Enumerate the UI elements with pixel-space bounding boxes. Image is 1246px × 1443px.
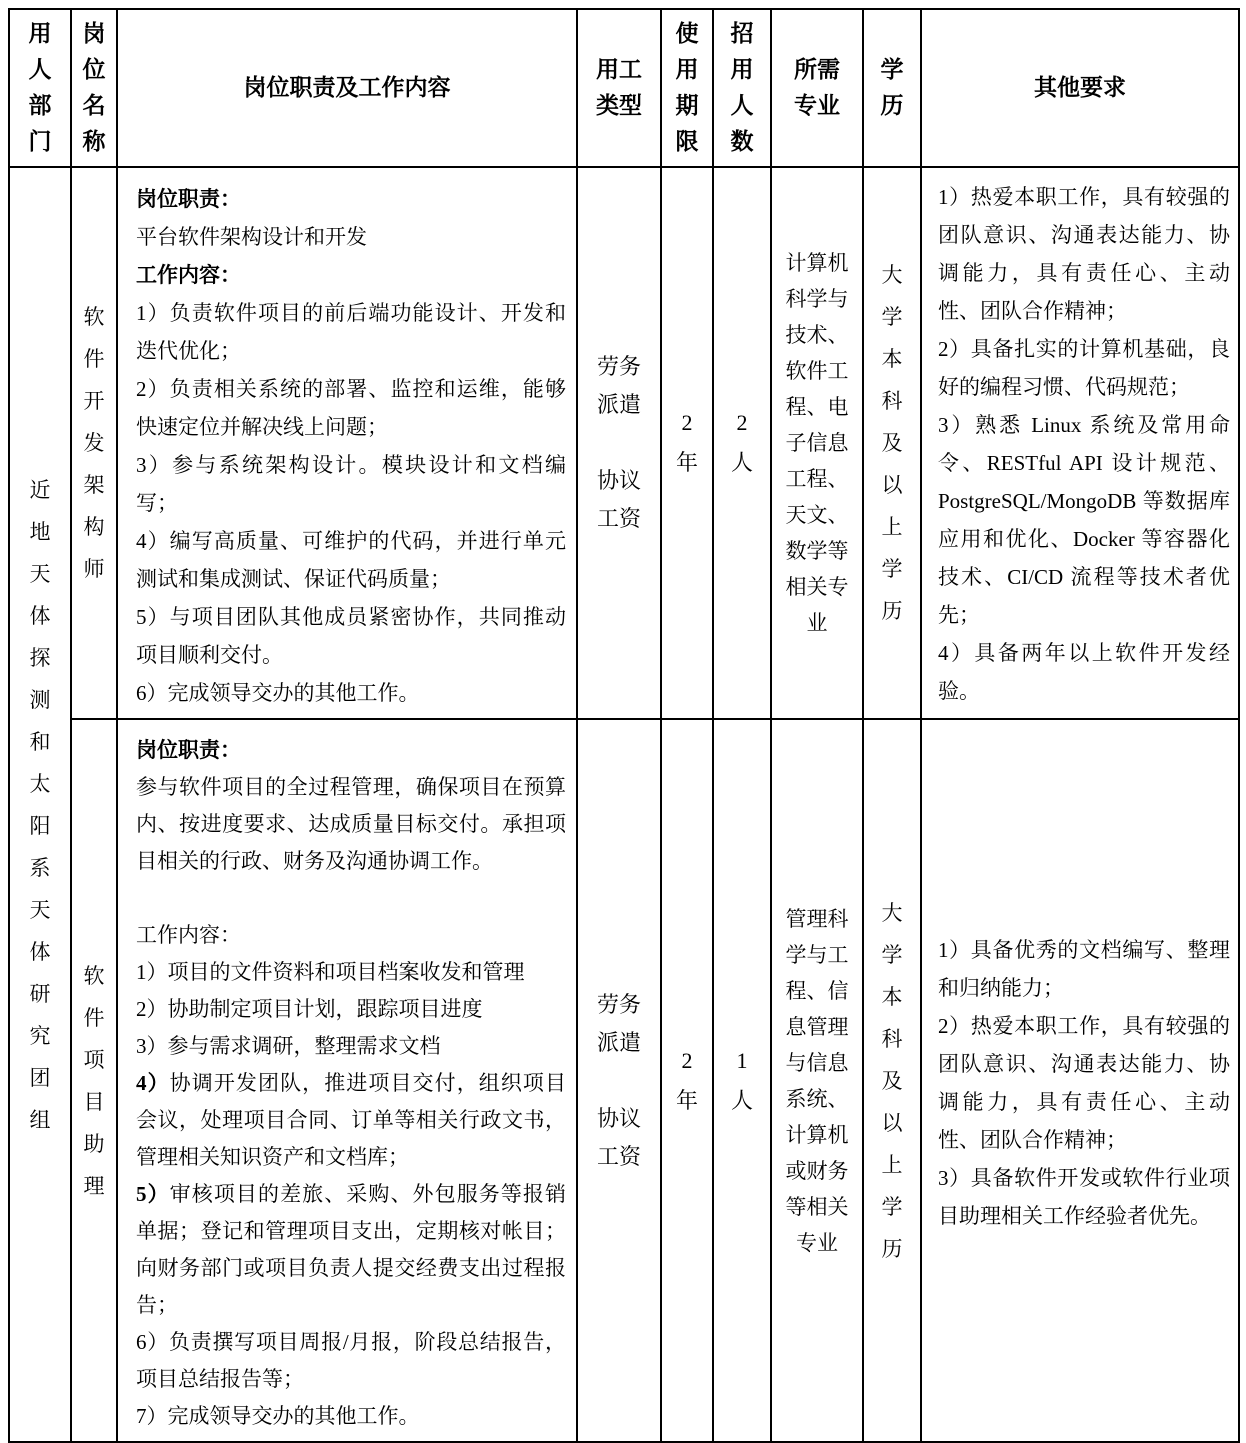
row1-duration-cell <box>661 167 713 719</box>
header-duties-label: 岗位职责及工作内容 <box>243 75 451 100</box>
header-degree-label: 学历 <box>880 57 904 118</box>
header-department-label: 用人部门 <box>28 21 52 154</box>
row1-degree-text: 大学本科及以上学历 <box>881 263 903 623</box>
header-headcount <box>713 9 771 167</box>
header-department <box>9 9 71 167</box>
department-cell <box>9 167 71 1442</box>
header-employment-type <box>577 9 661 167</box>
row1-duration-text: 2年 <box>675 410 698 475</box>
row2-employment-type-text: 劳务派遣 协议工资 <box>596 991 641 1169</box>
department-text: 近地天体探测和太阳系天体研究团组 <box>29 477 51 1132</box>
header-other-requirements-label: 其他要求 <box>1034 75 1126 100</box>
header-major <box>771 9 863 167</box>
row2-requirements-cell: 1）具备优秀的文档编写、整理和归纳能力； 2）热爱本职工作，具有较强的团队意识、沟通表达能力、协调能力，具有责任心、主动性、团队合作精神； 3）具备软件开发或软件行业项目助理相关工作经验者优先。 <box>921 719 1239 1442</box>
row1-degree-cell <box>863 167 921 719</box>
row-architect <box>9 167 1239 719</box>
row2-employment-type-cell <box>577 719 661 1442</box>
row1-headcount-cell <box>713 167 771 719</box>
header-duties <box>117 9 577 167</box>
header-headcount-label: 招用人数 <box>730 21 754 154</box>
row1-requirements-cell: 1）热爱本职工作，具有较强的团队意识、沟通表达能力、协调能力，具有责任心、主动性、团队合作精神； 2）具备扎实的计算机基础，良好的编程习惯、代码规范； 3）熟悉 Linux 系统及常用命令、RESTful API 设计规范、PostgreSQL/MongoDB 等数据库应用和优化、Docker 等容器化技术、CI/CD 流程等技术者优先； 4）具备两年以上软件开发经验。 <box>921 167 1239 719</box>
row1-headcount-text: 2人 <box>730 410 753 475</box>
header-row <box>9 9 1239 167</box>
header-employment-type-label: 用工类型 <box>595 57 642 118</box>
header-major-label: 所需专业 <box>793 57 840 118</box>
row2-degree-text: 大学本科及以上学历 <box>881 900 903 1261</box>
header-duration-label: 使用期限 <box>675 21 699 154</box>
row2-duration-text: 2年 <box>675 1047 698 1113</box>
row1-employment-type-text: 劳务派遣 协议工资 <box>596 354 641 531</box>
row1-major-text: 计算机科学与技术、软件工程、电子信息工程、天文、数学等相关专业 <box>785 251 849 635</box>
recruitment-table <box>8 8 1240 1443</box>
header-position-label: 岗位名称 <box>82 21 106 154</box>
row2-degree-cell <box>863 719 921 1442</box>
row-project-assistant <box>9 719 1239 1442</box>
header-duration <box>661 9 713 167</box>
header-position <box>71 9 117 167</box>
row1-major-cell <box>771 167 863 719</box>
row2-position-cell <box>71 719 117 1442</box>
row1-position-cell <box>71 167 117 719</box>
row1-employment-type-cell <box>577 167 661 719</box>
row1-duties-cell: 岗位职责： 平台软件架构设计和开发 工作内容： 1）负责软件项目的前后端功能设计、开发和迭代优化； 2）负责相关系统的部署、监控和运维，能够快速定位并解决线上问题； 3）参与系统架构设计。模块设计和文档编写； 4）编写高质量、可维护的代码，并进行单元测试和集成测试、保证代码质量； 5）与项目团队其他成员紧密协作，共同推动项目顺利交付。 6）完成领导交办的其他工作。 <box>117 167 577 719</box>
row2-major-text: 管理科学与工程、信息管理与信息系统、计算机或财务等相关专业 <box>785 906 849 1255</box>
header-degree <box>863 9 921 167</box>
row2-position-text: 软件项目助理 <box>83 963 105 1198</box>
row2-duration-cell <box>661 719 713 1442</box>
row2-duties-cell: 岗位职责： 参与软件项目的全过程管理，确保项目在预算内、按进度要求、达成质量目标交付。承担项目相关的行政、财务及沟通协调工作。 工作内容： 1）项目的文件资料和项目档案收发和管理 2）协助制定项目计划，跟踪项目进度 3）参与需求调研，整理需求文档 4）协调开发团队，推进项目交付，组织项目会议，处理项目合同、订单等相关行政文书，管理相关知识资产和文档库； 5）审核项目的差旅、采购、外包服务等报销单据；登记和管理项目支出，定期核对帐目；向财务部门或项目负责人提交经费支出过程报告； 6）负责撰写项目周报/月报，阶段总结报告，项目总结报告等； 7）完成领导交办的其他工作。 <box>117 719 577 1442</box>
row1-position-text: 软件开发架构师 <box>83 305 105 581</box>
row2-headcount-text: 1人 <box>730 1047 753 1113</box>
row2-headcount-cell <box>713 719 771 1442</box>
header-other-requirements <box>921 9 1239 167</box>
row2-major-cell <box>771 719 863 1442</box>
